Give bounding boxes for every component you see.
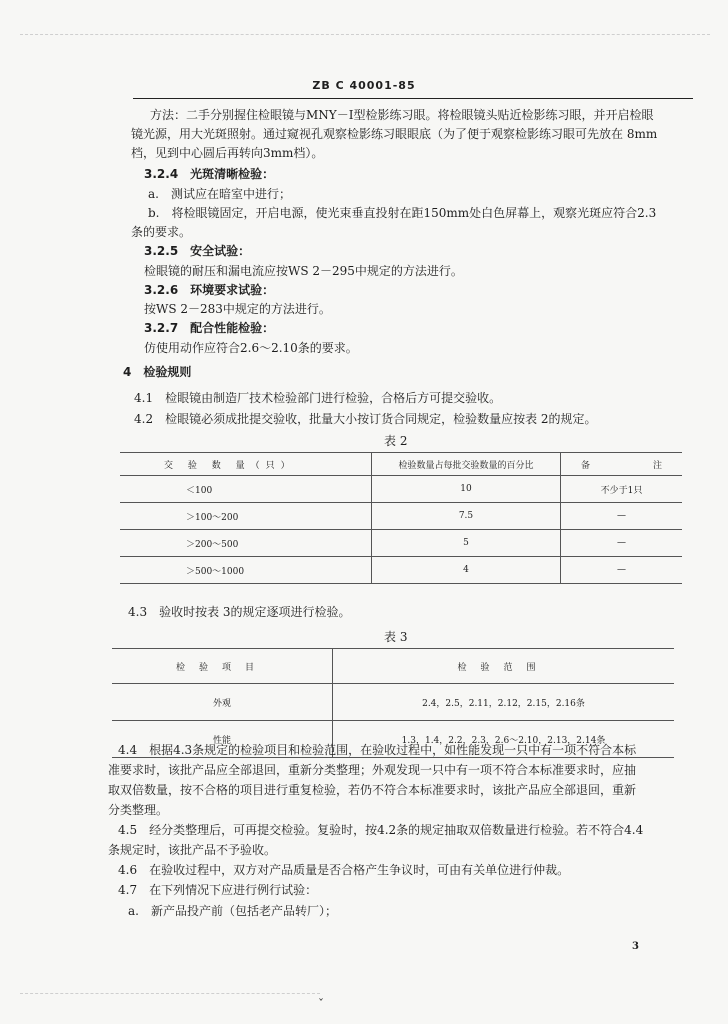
clause-4-4: 4.4 根据4.3条规定的检验项目和检验范围，在验收过程中，如性能发现一只中有一项不符合本标 — [118, 743, 637, 757]
clause-4-6: 4.6 在验收过程中，双方对产品质量是否合格产生争议时，可由有关单位进行仲裁。 — [118, 863, 570, 877]
table-3-caption: 表 3 — [384, 630, 408, 644]
table-2-caption: 表 2 — [384, 434, 408, 448]
table-header-cell: 备 注 — [561, 453, 683, 476]
page-number: 3 — [632, 941, 639, 952]
clause-4-2: 4.2 检眼镜必须成批提交验收，批量大小按订货合同规定，检验数量应按表 2的规定。 — [134, 412, 597, 426]
clause-4-7: 4.7 在下列情况下应进行例行试验： — [118, 883, 318, 897]
scan-edge-bottom — [20, 993, 320, 994]
paragraph-line: 档，见到中心圆后再转向3mm档）。 — [131, 146, 324, 160]
table-cell: ＞200～500 — [120, 530, 372, 557]
clause-heading-3-2-6: 3.2.6 环境要求试验： — [144, 283, 275, 297]
table-cell: 10 — [372, 476, 561, 503]
table-cell: ＞500～1000 — [120, 557, 372, 584]
table-cell: 不少于1只 — [561, 476, 683, 503]
table-cell: ＞100～200 — [120, 503, 372, 530]
section-heading-4: 4 检验规则 — [123, 365, 192, 379]
clause-heading-3-2-7: 3.2.7 配合性能检验： — [144, 321, 275, 335]
table-cell: 性能 — [112, 721, 333, 758]
table-row — [120, 476, 682, 503]
list-item-b: b. 将检眼镜固定，开启电源，使光束垂直投射在距150mm处白色屏幕上，观察光斑应符合2.3 — [148, 206, 657, 220]
list-item-a: a. 测试应在暗室中进行； — [148, 187, 291, 201]
table-header-row — [120, 453, 682, 476]
scan-mark: ˇ — [318, 997, 324, 1011]
clause-4-3: 4.3 验收时按表 3的规定逐项进行检验。 — [128, 605, 351, 619]
table-cell: — — [561, 503, 683, 530]
table-cell: ＜100 — [120, 476, 372, 503]
clause-heading-3-2-5: 3.2.5 安全试验： — [144, 244, 251, 258]
table-row — [112, 684, 674, 721]
paragraph-line: 仿使用动作应符合2.6～2.10条的要求。 — [144, 341, 358, 355]
table-header-cell: 检验范围 — [333, 649, 675, 684]
table-cell: 5 — [372, 530, 561, 557]
table-cell: — — [561, 557, 683, 584]
table-header-cell: 检验数量占每批交验数量的百分比 — [372, 453, 561, 476]
paragraph-line: 取双倍数量，按不合格的项目进行重复检验，若仍不符合本标准要求时，该批产品应全部退回，重新 — [108, 783, 637, 797]
header-rule — [133, 98, 693, 99]
paragraph-line: 检眼镜的耐压和漏电流应按WS 2－295中规定的方法进行。 — [144, 264, 463, 278]
table-header-cell: 交 验 数 量（只） — [120, 453, 372, 476]
table-2 — [120, 452, 682, 584]
paragraph-line: 分类整理。 — [108, 803, 169, 817]
clause-4-5: 4.5 经分类整理后，可再提交检验。复验时，按4.2条的规定抽取双倍数量进行检验。若不符合4.4 — [118, 823, 644, 837]
paragraph-line: 条的要求。 — [131, 225, 192, 239]
paragraph-line: 条规定时，该批产品不予验收。 — [108, 843, 277, 857]
table-cell: — — [561, 530, 683, 557]
table-header-row — [112, 649, 674, 684]
table-row — [120, 530, 682, 557]
paragraph-line: 镜光源，用大光斑照射。通过窥视孔观察检影练习眼眼底（为了便于观察检影练习眼可先放在 8mm — [131, 127, 658, 141]
list-item-a: a. 新产品投产前（包括老产品转厂）； — [128, 904, 337, 918]
standard-code-header: ZB C 40001-85 — [312, 79, 416, 92]
clause-heading-3-2-4: 3.2.4 光斑清晰检验： — [144, 167, 275, 181]
table-cell: 外观 — [112, 684, 333, 721]
table-header-cell: 检验项目 — [112, 649, 333, 684]
paragraph-line: 按WS 2－283中规定的方法进行。 — [144, 302, 331, 316]
scan-edge-top — [20, 34, 710, 35]
paragraph-line: 准要求时，该批产品应全部退回，重新分类整理；外观发现一只中有一项不符合本标准要求时，应抽 — [108, 763, 637, 777]
table-row — [120, 503, 682, 530]
table-cell: 1.3，1.4，2.2，2.3，2.6～2.10，2.13，2.14条 — [333, 721, 675, 758]
paragraph-line: 方法：二手分别握住检眼镜与MNY－Ⅰ型检影练习眼。将检眼镜头贴近检影练习眼，并开启检眼 — [150, 108, 654, 122]
table-cell: 2.4，2.5，2.11，2.12，2.15，2.16条 — [333, 684, 675, 721]
table-cell: 4 — [372, 557, 561, 584]
table-cell: 7.5 — [372, 503, 561, 530]
table-row — [120, 557, 682, 584]
clause-4-1: 4.1 检眼镜由制造厂技术检验部门进行检验，合格后方可提交验收。 — [134, 391, 502, 405]
